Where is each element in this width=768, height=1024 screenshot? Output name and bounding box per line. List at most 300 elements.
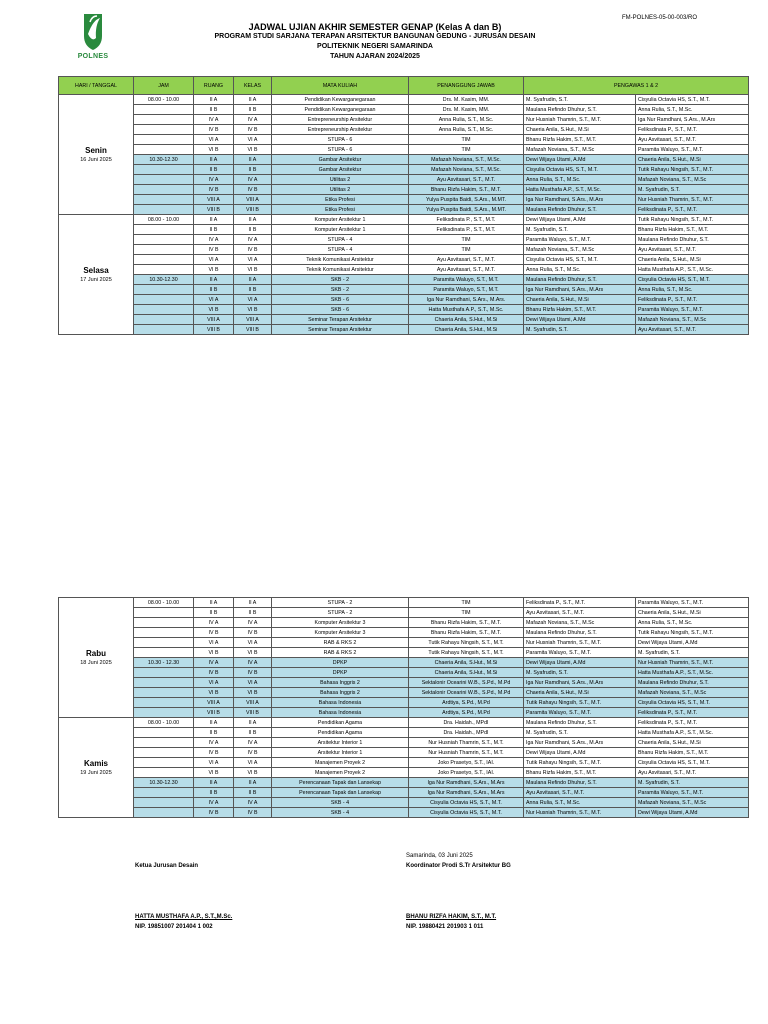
- proctor-1-cell: Maulana Refindo Dhuhur, S.T.: [524, 105, 636, 115]
- class-cell: II B: [234, 165, 272, 175]
- proctor-1-cell: Maulana Refindo Dhuhur, S.T.: [524, 778, 636, 788]
- lecturer-cell: Tutik Rahayu Ningsih, S.T., M.T.: [409, 638, 524, 648]
- proctor-2-cell: Dewi Wijaya Utami, A.Md: [636, 808, 749, 818]
- table-row: [59, 678, 749, 688]
- proctor-1-cell: Iga Nur Ramdhani, S.Ars., M.Ars: [524, 678, 636, 688]
- table-row: [59, 708, 749, 718]
- class-cell: VIII B: [234, 325, 272, 335]
- day-date: 18 Juni 2025: [80, 659, 112, 666]
- room-cell: II A: [194, 778, 234, 788]
- lecturer-cell: Sektalonir Ocearini W.B., S.Pd., M.Pd: [409, 678, 524, 688]
- room-cell: VIII B: [194, 205, 234, 215]
- class-cell: IV A: [234, 175, 272, 185]
- table-row: [59, 245, 749, 255]
- header-room: RUANG: [194, 77, 234, 95]
- table-row: [59, 325, 749, 335]
- signature-right-name: BHANU RIZFA HAKIM, S.T., M.T.: [406, 914, 497, 920]
- proctor-2-cell: Ayu Asvitasari, S.T., M.T.: [636, 245, 749, 255]
- proctor-2-cell: Hatta Musthafa A.P., S.T., M.Sc.: [636, 728, 749, 738]
- schedule-table-page2: [58, 597, 749, 818]
- proctor-2-cell: Dewi Wijaya Utami, A.Md: [636, 638, 749, 648]
- proctor-2-cell: Tutik Rahayu Ningsih, S.T., M.T.: [636, 628, 749, 638]
- header-lecturer: PENANGGUNG JAWAB: [409, 77, 524, 95]
- schedule-table-page1: [58, 76, 749, 335]
- proctor-1-cell: Maulana Refindo Dhuhur, S.T.: [524, 718, 636, 728]
- table-row: [59, 598, 749, 608]
- table-row: [59, 658, 749, 668]
- exam-time-cell: [134, 638, 194, 648]
- header-class: KELAS: [234, 77, 272, 95]
- lecturer-cell: Ayu Asvitasari, S.T., M.T.: [409, 255, 524, 265]
- table-row: [59, 798, 749, 808]
- signature-right-role: Koordinator Prodi S.Tr Arsitektur BG: [406, 863, 511, 869]
- lecturer-cell: Yulya Puspita Baidi, S.Ars., M.MT.: [409, 195, 524, 205]
- table-row: [59, 125, 749, 135]
- class-cell: VI A: [234, 638, 272, 648]
- class-cell: VI B: [234, 145, 272, 155]
- class-cell: IV A: [234, 115, 272, 125]
- class-cell: VI A: [234, 295, 272, 305]
- page-title: JADWAL UJIAN AKHIR SEMESTER GENAP (Kelas A dan B): [248, 22, 502, 32]
- proctor-2-cell: Chaeria Anila, S.Hut., M.Si: [636, 255, 749, 265]
- proctor-2-cell: Maulana Refindo Dhuhur, S.T.: [636, 235, 749, 245]
- room-cell: II A: [194, 95, 234, 105]
- class-cell: IV A: [234, 618, 272, 628]
- day-name: Senin: [85, 145, 107, 155]
- table-row: [59, 728, 749, 738]
- lecturer-cell: Joko Prasetyo, S.T., IAI.: [409, 768, 524, 778]
- proctor-1-cell: Nur Husniah Thamrin, S.T., M.T.: [524, 808, 636, 818]
- day-date: 16 Juni 2025: [80, 156, 112, 163]
- exam-time-cell: [134, 105, 194, 115]
- day-date: 19 Juni 2025: [80, 769, 112, 776]
- course-cell: Entrepreneurship Arsitektur: [272, 125, 409, 135]
- class-cell: IV B: [234, 808, 272, 818]
- class-cell: II A: [234, 155, 272, 165]
- class-cell: IV B: [234, 668, 272, 678]
- exam-time-cell: [134, 628, 194, 638]
- proctor-1-cell: Maulana Refindo Dhuhur, S.T.: [524, 628, 636, 638]
- class-cell: II B: [234, 225, 272, 235]
- proctor-2-cell: Iga Nur Ramdhani, S.Ars., M.Ars: [636, 115, 749, 125]
- proctor-2-cell: Anna Rulia, S.T., M.Sc.: [636, 285, 749, 295]
- proctor-1-cell: Iga Nur Ramdhani, S.Ars., M.Ars: [524, 195, 636, 205]
- proctor-2-cell: Feliksdinata P., S.T., M.T.: [636, 205, 749, 215]
- class-cell: IV A: [234, 235, 272, 245]
- proctor-1-cell: Ayu Asvitasari, S.T., M.T.: [524, 788, 636, 798]
- lecturer-cell: Tutik Rahayu Ningsih, S.T., M.T.: [409, 648, 524, 658]
- lecturer-cell: Chaeria Anila, S.Hut., M.Si: [409, 325, 524, 335]
- room-cell: IV A: [194, 738, 234, 748]
- table-row: [59, 195, 749, 205]
- exam-time-cell: [134, 668, 194, 678]
- course-cell: STUPA - 4: [272, 235, 409, 245]
- class-cell: VI B: [234, 265, 272, 275]
- room-cell: VIII A: [194, 698, 234, 708]
- lecturer-cell: Iga Nur Ramdhani, S.Ars., M.Ars: [409, 788, 524, 798]
- course-cell: Entrepreneurship Arsitektur: [272, 115, 409, 125]
- proctor-2-cell: Mafazah Noviana, S.T., M.Sc: [636, 798, 749, 808]
- room-cell: VIII A: [194, 315, 234, 325]
- room-cell: VI A: [194, 758, 234, 768]
- proctor-1-cell: Ayu Asvitasari, S.T., M.T.: [524, 608, 636, 618]
- course-cell: SKB - 6: [272, 295, 409, 305]
- proctor-2-cell: Chaeria Anila, S.Hut., M.Si: [636, 155, 749, 165]
- lecturer-cell: Paramita Waluyo, S.T., M.T.: [409, 285, 524, 295]
- proctor-1-cell: Bhanu Rizfa Hakim, S.T., M.T.: [524, 135, 636, 145]
- course-cell: SKB - 4: [272, 808, 409, 818]
- lecturer-cell: Joko Prasetyo, S.T., IAI.: [409, 758, 524, 768]
- proctor-2-cell: Cisyulia Octavia HS, S.T., M.T.: [636, 758, 749, 768]
- course-cell: Perencanaan Tapak dan Lansekap: [272, 788, 409, 798]
- class-cell: VI A: [234, 135, 272, 145]
- exam-time-cell: [134, 145, 194, 155]
- class-cell: VI B: [234, 648, 272, 658]
- lecturer-cell: Ardtiya, S.Pd., M.Pd: [409, 708, 524, 718]
- exam-time-cell: 10.30 - 12.30: [134, 658, 194, 668]
- exam-time-cell: 08.00 - 10.00: [134, 718, 194, 728]
- room-cell: VI A: [194, 638, 234, 648]
- proctor-1-cell: Tutik Rahayu Ningsih, S.T., M.T.: [524, 698, 636, 708]
- course-cell: Pendidikan Agama: [272, 718, 409, 728]
- lecturer-cell: Dra. Haidah., MPdI: [409, 718, 524, 728]
- lecturer-cell: Dra. Haidah., MPdI: [409, 728, 524, 738]
- table-row: [59, 175, 749, 185]
- proctor-2-cell: Paramita Waluyo, S.T., M.T.: [636, 305, 749, 315]
- proctor-1-cell: Dewi Wijaya Utami, A.Md: [524, 155, 636, 165]
- course-cell: Komputer Arsitektur 1: [272, 225, 409, 235]
- lecturer-cell: Hatta Musthafa A.P., S.T., M.Sc.: [409, 305, 524, 315]
- lecturer-cell: Ayu Asvitasari, S.T., M.T.: [409, 265, 524, 275]
- class-cell: VIII A: [234, 698, 272, 708]
- proctor-2-cell: Ayu Asvitasari, S.T., M.T.: [636, 325, 749, 335]
- class-cell: VIII B: [234, 205, 272, 215]
- lecturer-cell: Paramita Waluyo, S.T., M.T.: [409, 275, 524, 285]
- proctor-1-cell: Mafazah Noviana, S.T., M.Sc: [524, 618, 636, 628]
- form-code: FM-POLNES-05-00-003/RO: [622, 15, 698, 21]
- class-cell: II A: [234, 275, 272, 285]
- room-cell: IV B: [194, 245, 234, 255]
- room-cell: IV B: [194, 808, 234, 818]
- lecturer-cell: Drs. M. Kasim, MM.: [409, 95, 524, 105]
- proctor-1-cell: Paramita Waluyo, S.T., M.T.: [524, 708, 636, 718]
- exam-time-cell: [134, 115, 194, 125]
- course-cell: Manajemen Proyek 2: [272, 768, 409, 778]
- course-cell: Arsitektur Interior 1: [272, 748, 409, 758]
- class-cell: VI B: [234, 688, 272, 698]
- exam-time-cell: 10.30-12.30: [134, 275, 194, 285]
- table-row: [59, 638, 749, 648]
- course-cell: Bahasa Inggris 2: [272, 678, 409, 688]
- course-cell: STUPA - 6: [272, 135, 409, 145]
- room-cell: VI A: [194, 295, 234, 305]
- proctor-2-cell: Tutik Rahayu Ningsih, S.T., M.T.: [636, 165, 749, 175]
- lecturer-cell: Anna Rulia, S.T., M.Sc.: [409, 125, 524, 135]
- exam-time-cell: 10.30-12.30: [134, 155, 194, 165]
- class-cell: IV B: [234, 245, 272, 255]
- room-cell: II B: [194, 285, 234, 295]
- lecturer-cell: Feliksdinata P., S.T., M.T.: [409, 215, 524, 225]
- table-row: [59, 808, 749, 818]
- room-cell: II B: [194, 105, 234, 115]
- table-row: [59, 668, 749, 678]
- class-cell: II A: [234, 778, 272, 788]
- course-cell: Etika Profesi: [272, 205, 409, 215]
- proctor-1-cell: Paramita Waluyo, S.T., M.T.: [524, 235, 636, 245]
- proctor-2-cell: Cisyulia Octavia HS, S.T., M.T.: [636, 275, 749, 285]
- room-cell: IV B: [194, 125, 234, 135]
- proctor-1-cell: Mafazah Noviana, S.T., M.Sc: [524, 245, 636, 255]
- table-row: [59, 285, 749, 295]
- proctor-1-cell: Cisyulia Octavia HS, S.T., M.T.: [524, 165, 636, 175]
- proctor-2-cell: Anna Rulia, S.T., M.Sc.: [636, 105, 749, 115]
- table-row: [59, 145, 749, 155]
- room-cell: IV A: [194, 618, 234, 628]
- exam-time-cell: [134, 265, 194, 275]
- course-cell: Pendidikan Agama: [272, 728, 409, 738]
- course-cell: Seminar Terapan Arsitektur: [272, 315, 409, 325]
- proctor-1-cell: Chaeria Anila, S.Hut., M.Si: [524, 295, 636, 305]
- room-cell: VI B: [194, 768, 234, 778]
- lecturer-cell: Bhanu Rizfa Hakim, S.T., M.T.: [409, 618, 524, 628]
- table-row: [59, 698, 749, 708]
- room-cell: VI B: [194, 305, 234, 315]
- day-date: 17 Juni 2025: [80, 276, 112, 283]
- proctor-2-cell: Bhanu Rizfa Hakim, S.T., M.T.: [636, 748, 749, 758]
- day-name: Rabu: [86, 648, 106, 658]
- lecturer-cell: Ayu Asvitasari, S.T., M.T.: [409, 175, 524, 185]
- room-cell: VI B: [194, 265, 234, 275]
- course-cell: Manajemen Proyek 2: [272, 758, 409, 768]
- course-cell: Komputer Arsitektur 3: [272, 618, 409, 628]
- exam-time-cell: [134, 648, 194, 658]
- header-proctors: PENGAWAS 1 & 2: [524, 77, 749, 95]
- lecturer-cell: Yulya Puspita Baidi, S.Ars., M.MT.: [409, 205, 524, 215]
- exam-time-cell: [134, 808, 194, 818]
- proctor-2-cell: Bhanu Rizfa Hakim, S.T., M.T.: [636, 225, 749, 235]
- room-cell: II B: [194, 225, 234, 235]
- exam-time-cell: [134, 748, 194, 758]
- lecturer-cell: Mafazah Noviana, S.T., M.Sc.: [409, 155, 524, 165]
- table-row: [59, 648, 749, 658]
- exam-time-cell: [134, 798, 194, 808]
- table-row: [59, 305, 749, 315]
- table-row: [59, 265, 749, 275]
- signature-left-role: Ketua Jurusan Desain: [135, 863, 199, 869]
- lecturer-cell: TIM: [409, 245, 524, 255]
- proctor-1-cell: Maulana Refindo Dhuhur, S.T.: [524, 275, 636, 285]
- proctor-1-cell: Feliksdinata P., S.T., M.T.: [524, 598, 636, 608]
- exam-time-cell: [134, 175, 194, 185]
- class-cell: II A: [234, 95, 272, 105]
- course-cell: Teknik Komunikasi Arsitektur: [272, 255, 409, 265]
- exam-time-cell: [134, 315, 194, 325]
- proctor-1-cell: M. Syafrudin, S.T.: [524, 668, 636, 678]
- room-cell: II A: [194, 718, 234, 728]
- lecturer-cell: Nur Husniah Thamrin, S.T., M.T.: [409, 738, 524, 748]
- lecturer-cell: Cisyulia Octavia HS, S.T., M.T.: [409, 808, 524, 818]
- proctor-2-cell: Paramita Waluyo, S.T., M.T.: [636, 598, 749, 608]
- logo-emblem-icon: [62, 12, 124, 52]
- room-cell: II B: [194, 788, 234, 798]
- proctor-1-cell: Mafazah Noviana, S.T., M.Sc: [524, 145, 636, 155]
- subtitle-academic-year: TAHUN AJARAN 2024/2025: [330, 53, 420, 60]
- proctor-1-cell: Dewi Wijaya Utami, A.Md: [524, 748, 636, 758]
- table-row: [59, 718, 749, 728]
- proctor-2-cell: Nur Husniah Thamrin, S.T., M.T.: [636, 195, 749, 205]
- course-cell: Komputer Arsitektur 3: [272, 628, 409, 638]
- room-cell: VIII A: [194, 195, 234, 205]
- table-row: [59, 135, 749, 145]
- course-cell: Bahasa Indonesia: [272, 698, 409, 708]
- table-row: [59, 768, 749, 778]
- proctor-1-cell: Anna Rulia, S.T., M.Sc.: [524, 265, 636, 275]
- lecturer-cell: Cisyulia Octavia HS, S.T., M.T.: [409, 798, 524, 808]
- proctor-2-cell: Hatta Musthafa A.P., S.T., M.Sc.: [636, 265, 749, 275]
- logo-text: POLNES: [77, 53, 109, 60]
- exam-time-cell: [134, 135, 194, 145]
- course-cell: STUPA - 2: [272, 608, 409, 618]
- proctor-1-cell: Anna Rulia, S.T., M.Sc.: [524, 798, 636, 808]
- room-cell: IV A: [194, 115, 234, 125]
- table-row: [59, 255, 749, 265]
- class-cell: IV A: [234, 798, 272, 808]
- exam-time-cell: [134, 608, 194, 618]
- proctor-1-cell: Iga Nur Ramdhani, S.Ars., M.Ars: [524, 738, 636, 748]
- exam-time-cell: [134, 618, 194, 628]
- room-cell: II A: [194, 215, 234, 225]
- proctor-2-cell: Cisyulia Octavia HS, S.T., M.T.: [636, 698, 749, 708]
- room-cell: II A: [194, 275, 234, 285]
- table-row: [59, 758, 749, 768]
- proctor-2-cell: M. Syafrudin, S.T.: [636, 778, 749, 788]
- table-row: [59, 748, 749, 758]
- table-row: [59, 225, 749, 235]
- proctor-2-cell: Paramita Waluyo, S.T., M.T.: [636, 788, 749, 798]
- proctor-1-cell: Chaeria Anila, S.Hut., M.Si: [524, 688, 636, 698]
- course-cell: Teknik Komunikasi Arsitektur: [272, 265, 409, 275]
- day-cell: [59, 95, 134, 215]
- room-cell: VI B: [194, 648, 234, 658]
- class-cell: II B: [234, 788, 272, 798]
- subtitle-program: PROGRAM STUDI SARJANA TERAPAN ARSITEKTUR BANGUNAN GEDUNG - JURUSAN DESAIN: [214, 33, 536, 40]
- course-cell: SKB - 4: [272, 798, 409, 808]
- course-cell: STUPA - 2: [272, 598, 409, 608]
- course-cell: Bahasa Inggris 2: [272, 688, 409, 698]
- signature-left-nip: NIP. 19851007 201404 1 002: [135, 924, 213, 930]
- proctor-2-cell: Anna Rulia, S.T., M.Sc.: [636, 618, 749, 628]
- course-cell: Pendidikan Kewarganegaraan: [272, 105, 409, 115]
- table-row: [59, 788, 749, 798]
- room-cell: IV B: [194, 628, 234, 638]
- proctor-2-cell: Ayu Asvitasari, S.T., M.T.: [636, 135, 749, 145]
- lecturer-cell: Iga Nur Ramdhani, S.Ars., M.Ars.: [409, 295, 524, 305]
- table-row: [59, 295, 749, 305]
- class-cell: II A: [234, 718, 272, 728]
- exam-time-cell: [134, 295, 194, 305]
- proctor-2-cell: Chaeria Anila, S.Hut., M.Si: [636, 608, 749, 618]
- course-cell: Gambar Arsitektur: [272, 155, 409, 165]
- proctor-2-cell: Mafazah Noviana, S.T., M.Sc: [636, 688, 749, 698]
- proctor-1-cell: Chaeria Anila, S.Hut., M.Si: [524, 125, 636, 135]
- room-cell: VIII B: [194, 708, 234, 718]
- lecturer-cell: Chaeria Anila, S.Hut., M.Si: [409, 315, 524, 325]
- exam-time-cell: 08.00 - 10.00: [134, 598, 194, 608]
- course-cell: STUPA - 4: [272, 245, 409, 255]
- proctor-1-cell: Dewi Wijaya Utami, A.Md: [524, 215, 636, 225]
- proctor-1-cell: Hatta Musthafa A.P., S.T., M.Sc.: [524, 185, 636, 195]
- lecturer-cell: TIM: [409, 235, 524, 245]
- exam-time-cell: [134, 678, 194, 688]
- proctor-2-cell: Feliksdinata P., S.T., M.T.: [636, 295, 749, 305]
- exam-time-cell: [134, 688, 194, 698]
- table-row: [59, 115, 749, 125]
- lecturer-cell: TIM: [409, 608, 524, 618]
- course-cell: RAB & RKS 2: [272, 638, 409, 648]
- proctor-2-cell: Mafazah Noviana, S.T., M.Sc: [636, 315, 749, 325]
- signature-left-name: HATTA MUSTHAFA A.P., S.T.,M.Sc.: [135, 914, 233, 920]
- table-row: [59, 275, 749, 285]
- signature-right-nip: NIP. 19880421 201903 1 011: [406, 924, 484, 930]
- proctor-2-cell: Ayu Asvitasari, S.T., M.T.: [636, 768, 749, 778]
- room-cell: IV A: [194, 798, 234, 808]
- exam-time-cell: [134, 698, 194, 708]
- table-row: [59, 235, 749, 245]
- class-cell: IV B: [234, 125, 272, 135]
- room-cell: VI A: [194, 678, 234, 688]
- room-cell: IV B: [194, 185, 234, 195]
- proctor-1-cell: M. Syafrudin, S.T.: [524, 95, 636, 105]
- room-cell: II B: [194, 608, 234, 618]
- course-cell: Pendidikan Kewarganegaraan: [272, 95, 409, 105]
- document-heading: [140, 22, 610, 62]
- proctor-2-cell: Hatta Musthafa A.P., S.T., M.Sc.: [636, 668, 749, 678]
- course-cell: Utilitas 2: [272, 185, 409, 195]
- proctor-2-cell: Paramita Waluyo, S.T., M.T.: [636, 145, 749, 155]
- course-cell: Komputer Arsitektur 1: [272, 215, 409, 225]
- proctor-1-cell: Maulana Refindo Dhuhur, S.T.: [524, 205, 636, 215]
- lecturer-cell: Bhanu Rizfa Hakim, S.T., M.T.: [409, 185, 524, 195]
- class-cell: II B: [234, 608, 272, 618]
- room-cell: VI B: [194, 688, 234, 698]
- room-cell: II A: [194, 155, 234, 165]
- exam-time-cell: [134, 225, 194, 235]
- lecturer-cell: Ardtiya, S.Pd., M.Pd: [409, 698, 524, 708]
- class-cell: VIII A: [234, 195, 272, 205]
- proctor-1-cell: Dewi Wijaya Utami, A.Md: [524, 315, 636, 325]
- table-row: [59, 608, 749, 618]
- class-cell: VI A: [234, 678, 272, 688]
- lecturer-cell: TIM: [409, 135, 524, 145]
- day-cell: [59, 215, 134, 335]
- exam-time-cell: [134, 185, 194, 195]
- proctor-1-cell: Bhanu Rizfa Hakim, S.T., M.T.: [524, 305, 636, 315]
- exam-time-cell: [134, 125, 194, 135]
- exam-time-cell: [134, 708, 194, 718]
- room-cell: IV B: [194, 668, 234, 678]
- proctor-1-cell: M. Syafrudin, S.T.: [524, 225, 636, 235]
- table-row: [59, 205, 749, 215]
- proctor-2-cell: Cisyulia Octavia HS, S.T., M.T.: [636, 95, 749, 105]
- table-row: [59, 165, 749, 175]
- lecturer-cell: Anna Rulia, S.T., M.Sc.: [409, 115, 524, 125]
- class-cell: II B: [234, 105, 272, 115]
- subtitle-institution: POLITEKNIK NEGERI SAMARINDA: [317, 43, 433, 50]
- course-cell: Gambar Arsitektur: [272, 165, 409, 175]
- table-row: [59, 618, 749, 628]
- class-cell: VIII B: [234, 708, 272, 718]
- room-cell: IV A: [194, 658, 234, 668]
